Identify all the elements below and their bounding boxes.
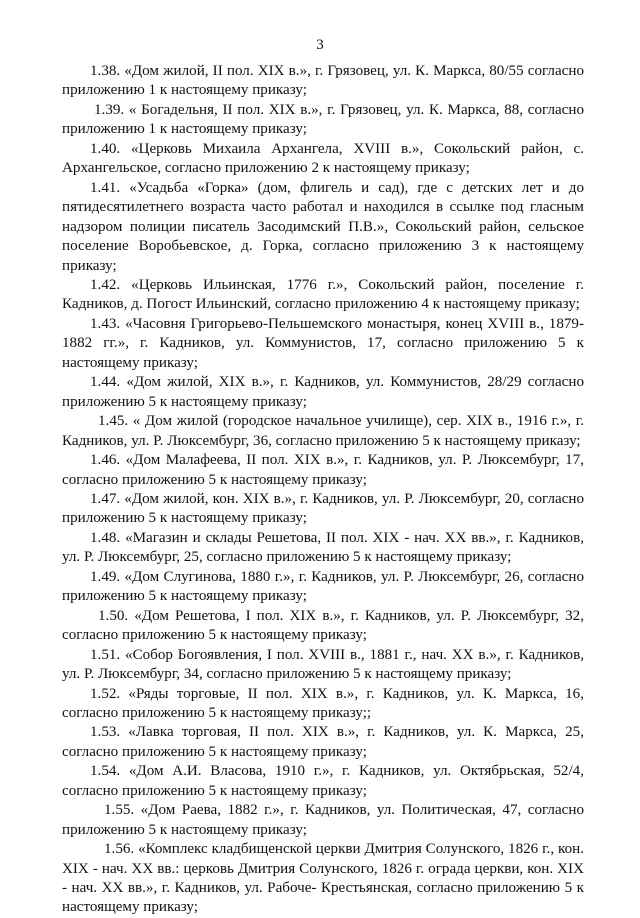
list-item: 1.53. «Лавка торговая, II пол. XIX в.», г. Кадников, ул. К. Маркса, 25, согласно приложению 5 к настоящему приказу; bbox=[62, 724, 584, 760]
list-item: 1.44. «Дом жилой, XIX в.», г. Кадников, ул. Коммунистов, 28/29 согласно приложению 5 к настоящему приказу; bbox=[62, 374, 584, 410]
list-item: 1.50. «Дом Решетова, I пол. XIX в.», г. Кадников, ул. Р. Люксембург, 32, согласно приложению 5 к настоящему приказу; bbox=[62, 607, 584, 644]
document-body bbox=[62, 62, 584, 918]
list-item: 1.41. «Усадьба «Горка» (дом, флигель и сад), где с детских лет и до пятидесятилетнего возраста часто работал и находился в ссылке под гласным надзором полиции писатель Засодимский П.В.», Сокольский район, сельское поселение Воробьевское, д. Горка, согласно приложению 3 к настоящему приказу; bbox=[62, 179, 584, 274]
list-item: 1.46. «Дом Малафеева, II пол. XIX в.», г. Кадников, ул. Р. Люксембург, 17, согласно приложению 5 к настоящему приказу; bbox=[62, 452, 584, 488]
list-item: 1.45. « Дом жилой (городское начальное училище), сер. XIX в., 1916 г.», г. Кадников, ул. Р. Люксембург, 36, согласно приложению 5 к настоящему приказу; bbox=[62, 413, 584, 449]
list-item: 1.52. «Ряды торговые, II пол. XIX в.», г. Кадников, ул. К. Маркса, 16, согласно приложению 5 к настоящему приказу;; bbox=[62, 685, 584, 721]
list-item: 1.48. «Магазин и склады Решетова, II пол. XIX - нач. XX вв.», г. Кадников, ул. Р. Люксембург, 25, согласно приложению 5 к настоящему приказу; bbox=[62, 529, 584, 566]
page-number: 3 bbox=[316, 37, 324, 53]
list-item: 1.43. «Часовня Григорьево-Пельшемского монастыря, конец XVIII в., 1879-1882 гг.», г. Кадников, ул. Коммунистов, 17, согласно приложению 5 к настоящему приказу; bbox=[62, 315, 584, 371]
list-item: 1.38. «Дом жилой, II пол. XIX в.», г. Грязовец, ул. К. Маркса, 80/55 согласно приложению 1 к настоящему приказу; bbox=[62, 63, 584, 99]
list-item: 1.54. «Дом А.И. Власова, 1910 г.», г. Кадников, ул. Октябрьская, 52/4, согласно приложению 5 к настоящему приказу; bbox=[62, 763, 584, 799]
list-item: 1.42. «Церковь Ильинская, 1776 г.», Сокольский район, поселение г. Кадников, д. Погост Ильинский, согласно приложению 4 к настоящему приказу; bbox=[62, 276, 584, 313]
list-item: 1.47. «Дом жилой, кон. XIX в.», г. Кадников, ул. Р. Люксембург, 20, согласно приложению 5 к настоящему приказу; bbox=[62, 490, 584, 527]
list-item: 1.55. «Дом Раева, 1882 г.», г. Кадников, ул. Политическая, 47, согласно приложению 5 к настоящему приказу; bbox=[62, 802, 584, 838]
list-item: 1.49. «Дом Слугинова, 1880 г.», г. Кадников, ул. Р. Люксембург, 26, согласно приложению 5 к настоящему приказу; bbox=[62, 568, 584, 605]
list-item: 1.56. «Комплекс кладбищенской церкви Дмитрия Солунского, 1826 г., кон. XIX - нач. XX вв.: церковь Дмитрия Солунского, 1826 г. ограда церкви, кон. XIX - нач. XX вв.», г. Кадников, ул. Рабоче- Крестьянская, согласно приложению 5 к настоящему приказу; bbox=[62, 841, 584, 916]
list-item: 1.51. «Собор Богоявления, I пол. XVIII в., 1881 г., нач. XX в.», г. Кадников, ул. Р. Люксембург, 34, согласно приложению 5 к настоящему приказу; bbox=[62, 646, 584, 683]
list-item: 1.39. « Богадельня, II пол. XIX в.», г. Грязовец, ул. К. Маркса, 88, согласно приложению 1 к настоящему приказу; bbox=[62, 101, 584, 138]
list-item: 1.40. «Церковь Михаила Архангела, XVIII в.», Сокольский район, с. Архангельское, согласно приложению 2 к настоящему приказу; bbox=[62, 140, 584, 177]
